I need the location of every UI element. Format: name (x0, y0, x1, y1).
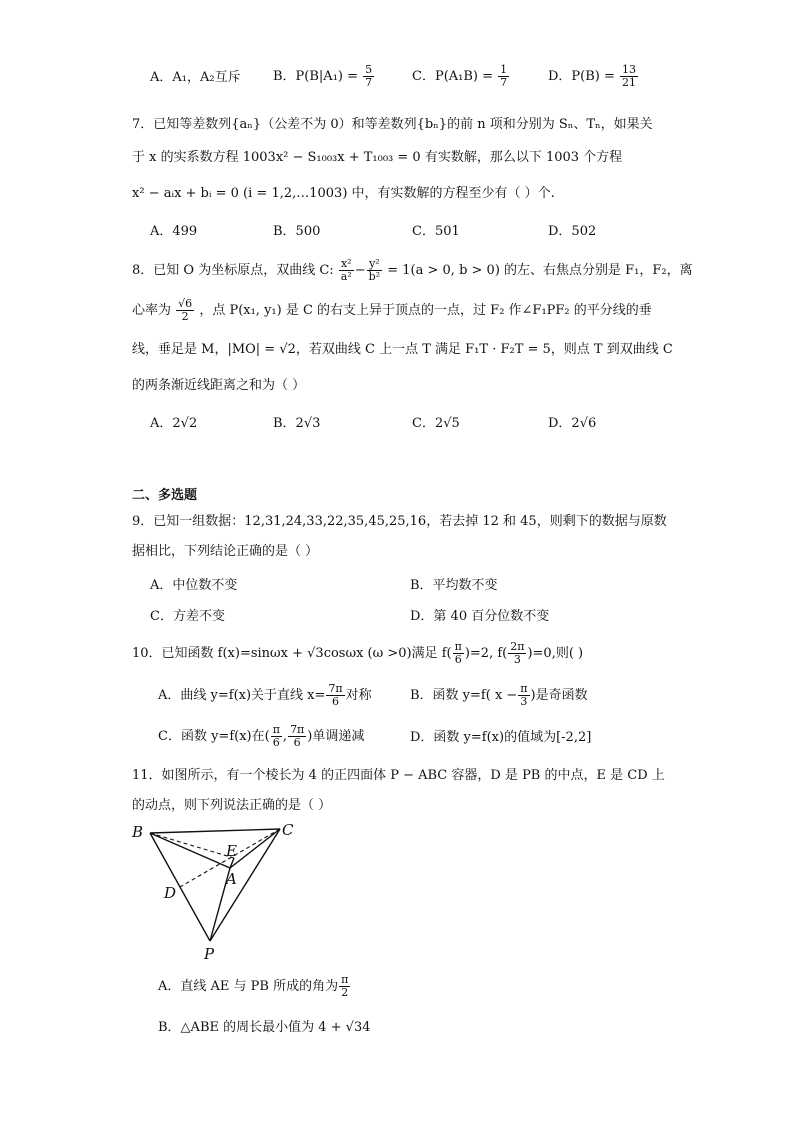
q10-option-c-pre: C．函数 y=f(x)在( (158, 729, 270, 744)
q10-option-a-pre: A．曲线 y=f(x)关于直线 x= (158, 688, 326, 703)
q9-option-a: A．中位数不变 (150, 578, 238, 593)
q10-option-c-frac2 (288, 724, 306, 749)
q10-line-1-post: )=0,则( ) (527, 646, 584, 661)
q8-frac-x (339, 258, 354, 283)
frac-num: 13 (622, 63, 637, 76)
frac-den: 6 (332, 695, 340, 708)
q10-frac-2pi3 (508, 641, 526, 666)
frac-num: x² (340, 257, 352, 270)
q10-option-a (158, 683, 372, 708)
q7-option-d: D．502 (548, 224, 597, 239)
q9-option-b: B．平均数不变 (410, 578, 498, 593)
frac-num: π (520, 682, 528, 695)
q6-option-c-fraction (498, 64, 509, 89)
q10-line-1-pre: 10．已知函数 f(x)=sinωx + √3cosωx (ω >0)满足 f( (132, 646, 452, 661)
frac-den: 3 (513, 653, 521, 666)
q7-line-3: x² − aᵢx + bᵢ = 0 (i = 1,2,…1003) 中，有实数解的方程至少有（ ）个. (132, 186, 555, 201)
q9-line-1: 9．已知一组数据：12,31,24,33,22,35,45,25,16，若去掉 12 和 45，则剩下的数据与原数 (132, 514, 667, 529)
frac-den: 7 (365, 76, 373, 89)
q10-option-d: D．函数 y=f(x)的值域为[-2,2] (410, 730, 592, 745)
q9-option-c: C．方差不变 (150, 609, 225, 624)
frac-num: y² (369, 257, 380, 270)
q10-option-b (410, 683, 588, 708)
tetrahedron-diagram (128, 820, 308, 965)
q6-option-a: A．A₁，A₂互斥 (150, 70, 241, 85)
q8-line-2 (132, 298, 652, 323)
q7-option-a: A．499 (150, 224, 198, 239)
q11-line-2: 的动点，则下列说法正确的是（ ） (132, 798, 332, 813)
q6-option-b (273, 64, 375, 89)
q8-frac-y (367, 258, 382, 283)
q7-line-2: 于 x 的实系数方程 1003x² − S₁₀₀₃x + T₁₀₀₃ = 0 有实数解，那么以下 1003 个方程 (132, 150, 623, 165)
label-e: E (226, 842, 237, 860)
edge-bc (150, 829, 280, 833)
q10-option-c-frac1 (271, 724, 282, 749)
label-b: B (132, 823, 144, 841)
q9-option-d: D．第 40 百分位数不变 (410, 609, 550, 624)
edge-cp (210, 829, 280, 941)
q8-line-2-post: ，点 P(x₁, y₁) 是 C 的右支上异于顶点的一点，过 F₂ 作∠F₁PF₂ 的平分线的垂 (199, 303, 652, 318)
q11-option-a-pre: A．直线 AE 与 PB 所成的角为 (158, 979, 339, 994)
edge-ca (230, 829, 280, 868)
q6-option-d-fraction (620, 64, 638, 89)
frac-den: 2 (181, 310, 189, 323)
frac-den: a² (340, 270, 352, 283)
frac-num: 5 (365, 63, 373, 76)
q8-option-c: C．2√5 (412, 416, 460, 431)
q10-option-c-comma: , (282, 729, 288, 744)
frac-num: √6 (178, 297, 193, 310)
q11-option-a (158, 974, 351, 999)
q8-line-3: 线，垂足是 M，|MO| = √2，若双曲线 C 上一点 T 满足 F₁T · F₂T = 5，则点 T 到双曲线 C (132, 342, 673, 357)
q7-option-c: C．501 (412, 224, 460, 239)
frac-num: π (272, 723, 280, 736)
frac-num: 7π (290, 723, 305, 736)
frac-den: 6 (454, 653, 462, 666)
frac-num: 2π (510, 640, 525, 653)
q6-option-d-text: D．P(B) = (548, 69, 615, 84)
label-c: C (282, 821, 294, 839)
q8-line-1-post: = 1(a > 0, b > 0) 的左、右焦点分别是 F₁，F₂，离 (387, 263, 693, 278)
q10-frac-pi6 (453, 641, 464, 666)
section-title: 二、多选题 (132, 488, 198, 503)
frac-den: 2 (341, 986, 349, 999)
edge-ba (150, 833, 230, 868)
frac-den: 7 (500, 76, 508, 89)
q6-option-b-text: B．P(B|A₁) = (273, 69, 359, 84)
q6-option-c-text: C．P(A₁B) = (412, 69, 494, 84)
q10-option-c-post: )单调递减 (307, 729, 365, 744)
q11-option-b: B．△ABE 的周长最小值为 4 + √34 (158, 1020, 371, 1035)
frac-num: 1 (500, 63, 508, 76)
frac-num: π (341, 973, 349, 986)
q10-line-1-mid: )=2, f( (464, 646, 508, 661)
q8-option-a: A．2√2 (150, 416, 198, 431)
q8-line-4: 的两条渐近线距离之和为（ ） (132, 378, 306, 393)
q10-option-a-post: 对称 (345, 688, 372, 703)
q8-eccentricity-fraction (176, 298, 194, 323)
q6-option-d (548, 64, 639, 89)
frac-den: b² (368, 270, 381, 283)
q8-option-b: B．2√3 (273, 416, 321, 431)
frac-den: 6 (293, 736, 301, 749)
label-p: P (204, 945, 215, 963)
frac-num: 7π (328, 682, 343, 695)
q8-line-1-pre: 8．已知 O 为坐标原点，双曲线 C: (132, 263, 334, 278)
q7-line-1: 7．已知等差数列{aₙ}（公差不为 0）和等差数列{bₙ}的前 n 项和分别为 Sₙ、Tₙ，如果关 (132, 117, 653, 132)
q8-option-d: D．2√6 (548, 416, 597, 431)
q11-option-a-frac (339, 974, 350, 999)
q6-option-b-fraction (363, 64, 374, 89)
q10-option-b-frac (518, 683, 529, 708)
q10-option-b-pre: B．函数 y=f( x − (410, 688, 518, 703)
q9-line-2: 据相比，下列结论正确的是（ ） (132, 544, 319, 559)
q10-option-c (158, 724, 364, 749)
frac-den: 6 (272, 736, 280, 749)
label-d: D (164, 884, 177, 902)
q8-line-2-pre: 心率为 (132, 303, 172, 318)
frac-den: 3 (520, 695, 528, 708)
q10-option-a-frac (326, 683, 344, 708)
label-a: A (226, 870, 237, 888)
q6-option-c (412, 64, 510, 89)
q10-line-1 (132, 641, 583, 666)
frac-num: π (454, 640, 462, 653)
q7-option-b: B．500 (273, 224, 321, 239)
q8-line-1: 8．已知 O 为坐标原点，双曲线 C: $\frac{\text{x²}}{\text{a²}}$ − $\frac{\text{y²}}{\text{b²}}$ = 1(a > 0, b > 0) 的左、右焦点分别是 F₁，F₂，离 (132, 257, 693, 283)
q10-option-b-post: )是奇函数 (530, 688, 588, 703)
frac-den: 21 (622, 76, 637, 89)
q11-line-1: 11．如图所示，有一个棱长为 4 的正四面体 P − ABC 容器，D 是 PB 的中点，E 是 CD 上 (132, 768, 665, 783)
